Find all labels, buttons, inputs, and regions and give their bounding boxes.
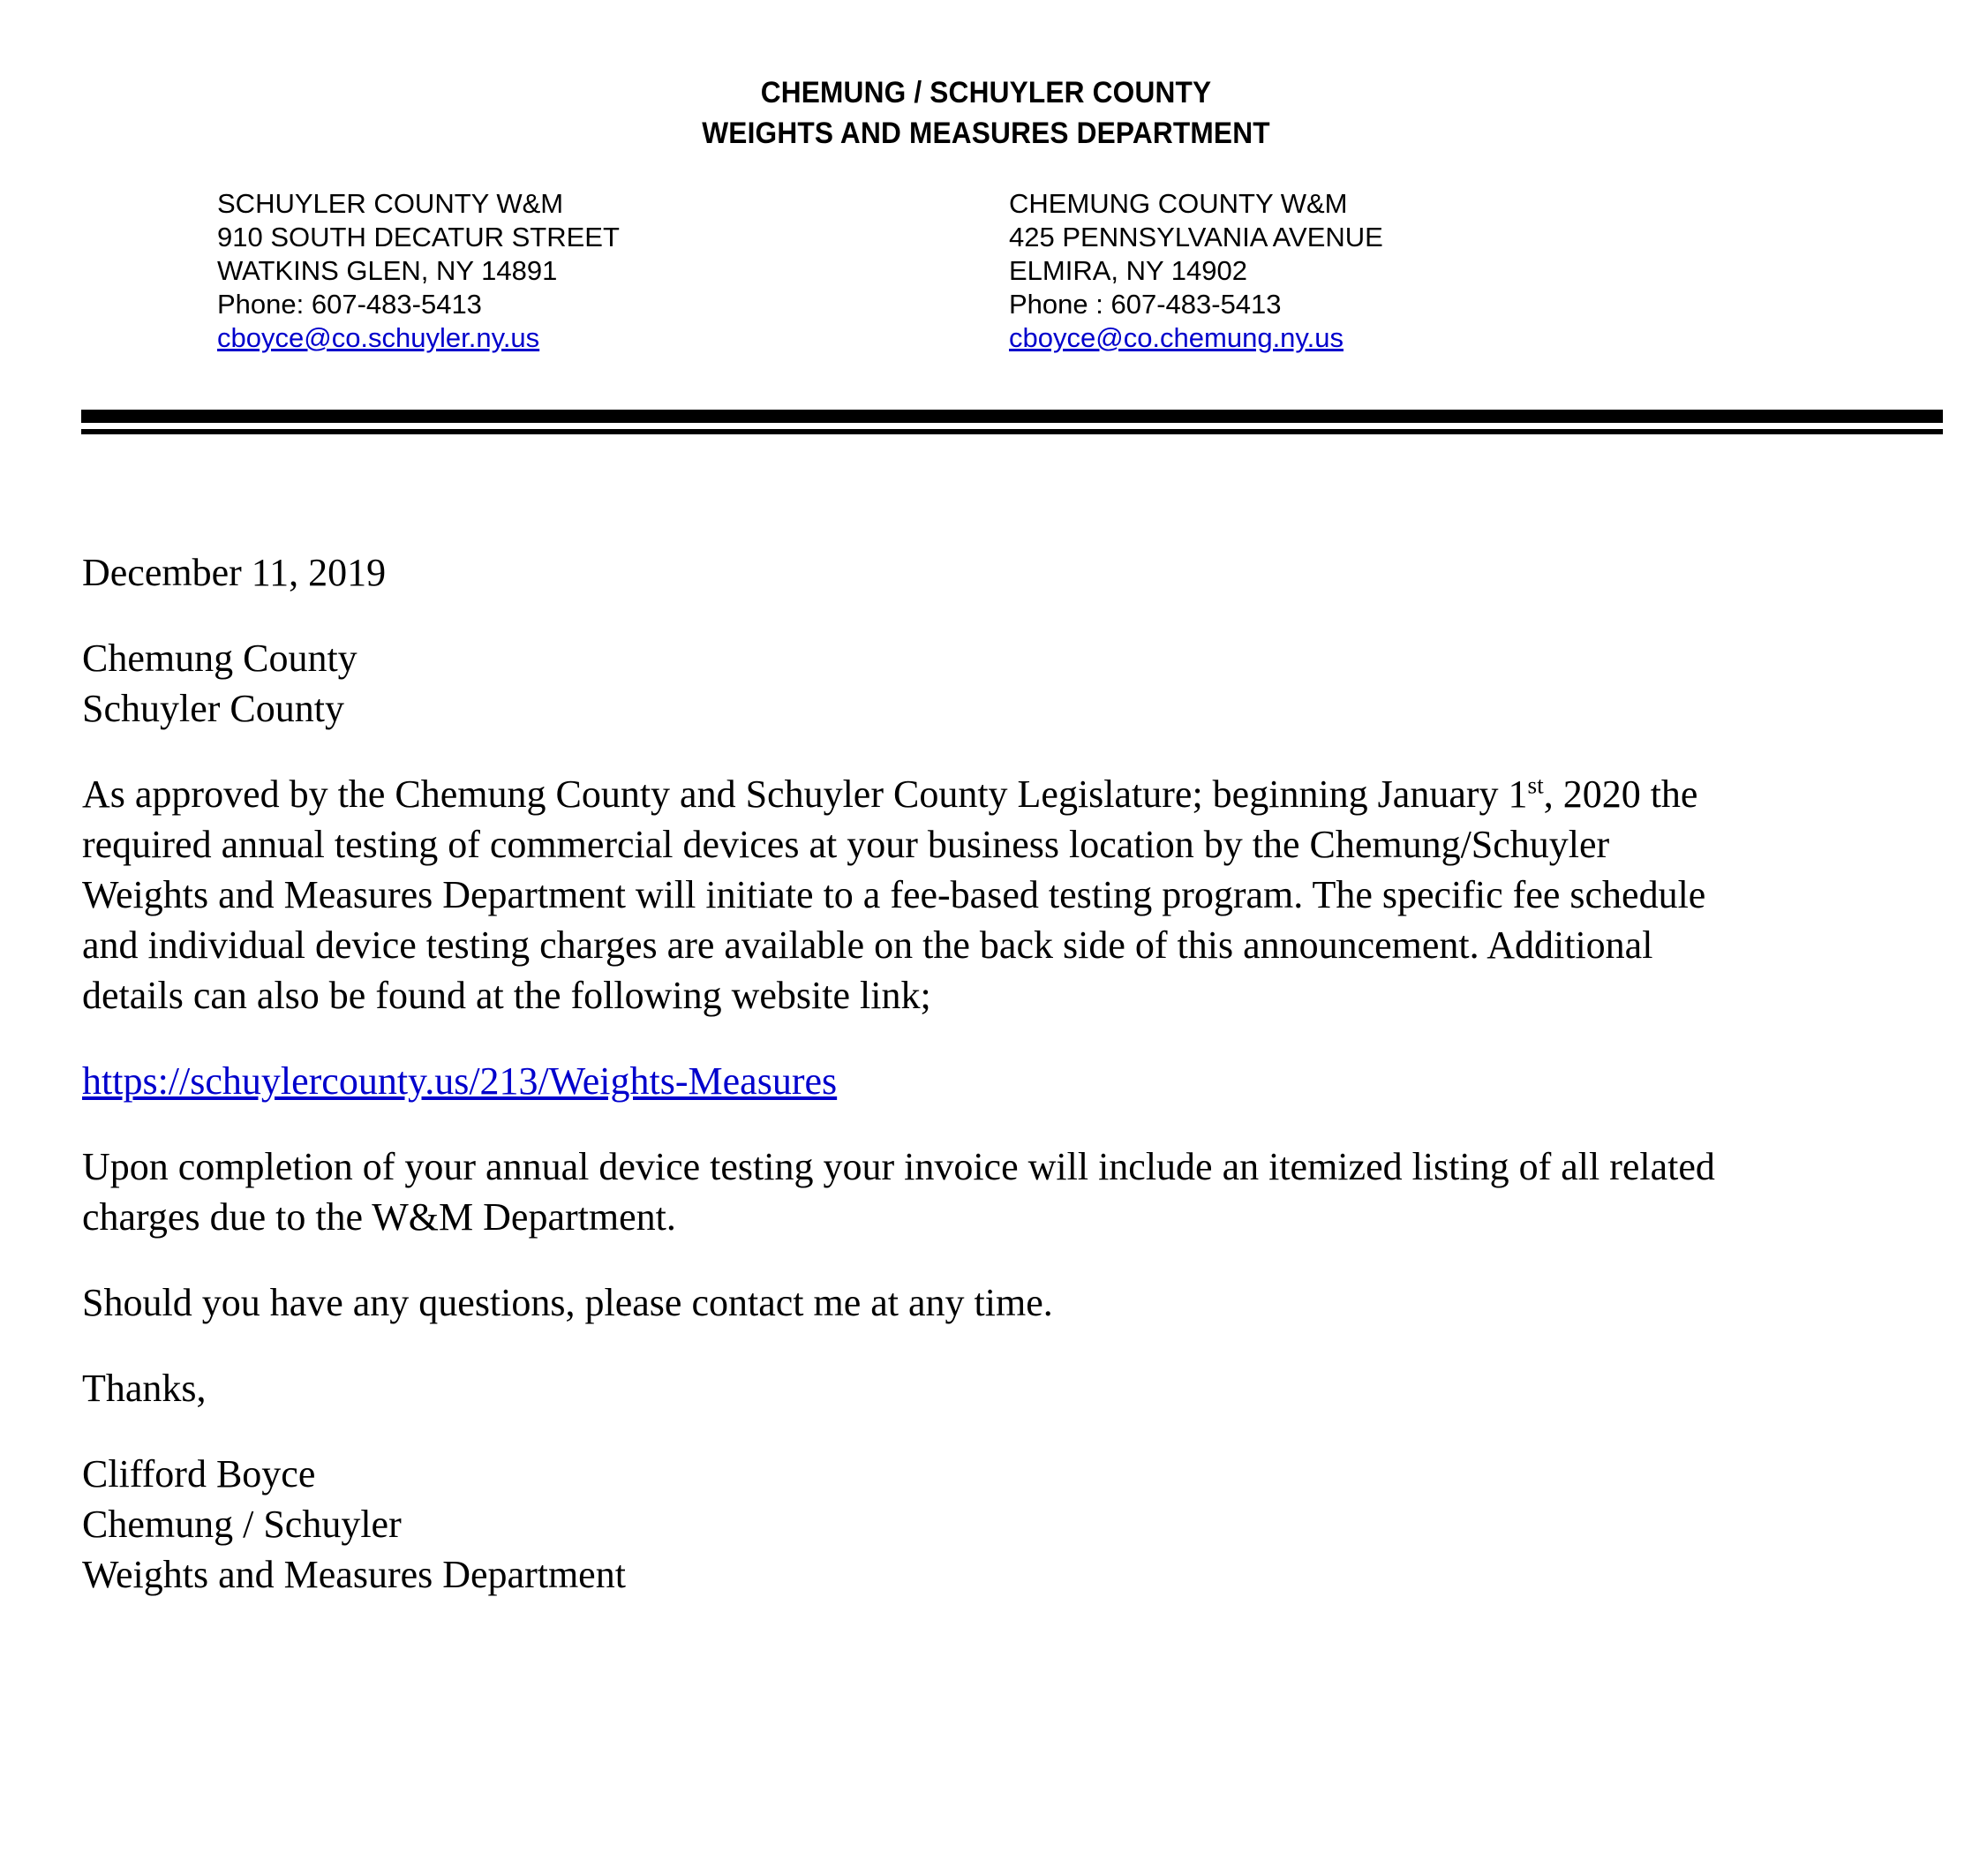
header-divider-thick	[81, 410, 1943, 423]
chemung-phone: Phone : 607-483-5413	[1009, 289, 1282, 320]
paragraph-1-text-part-1: As approved by the Chemung County and Schuyler County Legislature; beginning January 1	[82, 772, 1528, 816]
signature-name: Clifford Boyce	[82, 1452, 316, 1496]
letter-signature-block	[82, 1449, 1742, 1600]
paragraph-1-ordinal-suffix: st	[1527, 772, 1544, 799]
letterhead	[0, 72, 1972, 154]
letterhead-title-line-2: WEIGHTS AND MEASURES DEPARTMENT	[702, 117, 1270, 150]
chemung-city-state-zip: ELMIRA, NY 14902	[1009, 255, 1247, 286]
schuyler-phone: Phone: 607-483-5413	[217, 289, 482, 320]
schuyler-office-name: SCHUYLER COUNTY W&M	[217, 188, 564, 219]
paragraph-1-text-part-2: , 2020 the required annual testing of commercial devices at your business location by the Chemung/Schuyler Weights and Measures Department will initiate to a fee-based testing program. The specific fee schedule and individual device testing charges are available on the back side of this announcement. Additional details can also be found at the following website link;	[82, 772, 1706, 1017]
letter-paragraph-1	[82, 769, 1742, 1021]
schuyler-city-state-zip: WATKINS GLEN, NY 14891	[217, 255, 558, 286]
letter-date: December 11, 2019	[82, 551, 387, 594]
letter-paragraph-3: Should you have any questions, please contact me at any time.	[82, 1281, 1053, 1324]
weights-measures-website-link[interactable]: https://schuylercounty.us/213/Weights-Measures	[82, 1059, 838, 1103]
chemung-office-name: CHEMUNG COUNTY W&M	[1009, 188, 1348, 219]
recipient-line-2: Schuyler County	[82, 687, 344, 730]
address-block-chemung	[1009, 187, 1383, 355]
letter-date-paragraph	[82, 547, 1742, 598]
chemung-email-link[interactable]: cboyce@co.chemung.ny.us	[1009, 322, 1344, 353]
schuyler-street: 910 SOUTH DECATUR STREET	[217, 222, 620, 252]
recipient-line-1: Chemung County	[82, 637, 358, 680]
address-block-schuyler	[217, 187, 620, 355]
letter-recipient	[82, 633, 1742, 734]
schuyler-email-link[interactable]: cboyce@co.schuyler.ny.us	[217, 322, 540, 353]
letter-closing: Thanks,	[82, 1367, 207, 1410]
letterhead-title-line-1: CHEMUNG / SCHUYLER COUNTY	[760, 76, 1212, 109]
address-blocks	[0, 187, 1972, 355]
letter-body	[82, 547, 1742, 1600]
letter-paragraph-2: Upon completion of your annual device testing your invoice will include an itemized listing of all related charges due to the W&M Department.	[82, 1145, 1715, 1239]
signature-organization: Chemung / Schuyler	[82, 1503, 402, 1546]
chemung-street: 425 PENNSYLVANIA AVENUE	[1009, 222, 1383, 252]
signature-department: Weights and Measures Department	[82, 1553, 626, 1596]
letter-website-paragraph	[82, 1056, 1742, 1106]
header-divider-thin	[81, 429, 1943, 434]
